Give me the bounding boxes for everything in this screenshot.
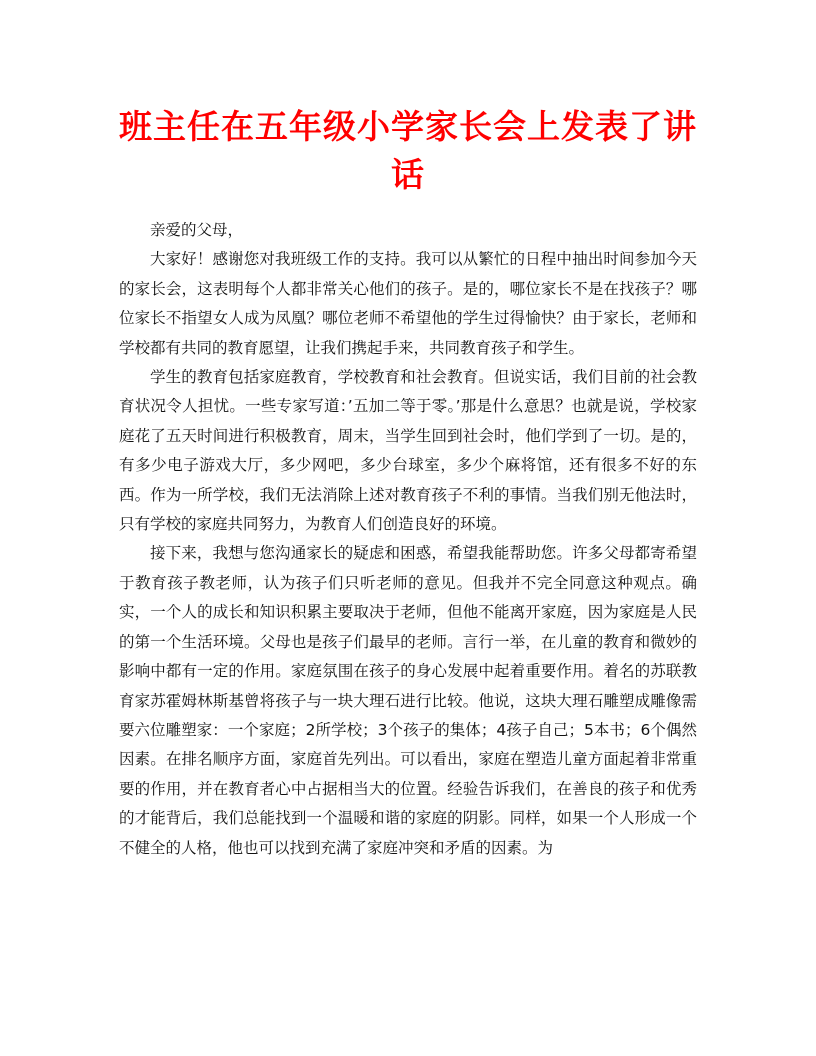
document-title: 班主任在五年级小学家长会上发表了讲话 (119, 107, 697, 194)
body-paragraph: 学生的教育包括家庭教育，学校教育和社会教育。但说实话，我们目前的社会教育状况令人担忧。一些专家写道：’五加二等于零。’那是什么意思？也就是说，学校家庭花了五天时间进行积极教育，周末，当学生回到社会时，他们学到了一切。是的，有多少电子游戏大厅，多少网吧，多少台球室，多少个麻将馆，还有很多不好的东西。作为一所学校，我们无法消除上述对教育孩子不利的事情。当我们别无他法时，只有学校的家庭共同努力，为教育人们创造良好的环境。 (119, 368, 697, 534)
body-paragraph: 大家好！感谢您对我班级工作的支持。我可以从繁忙的日程中抽出时间参加今天的家长会，这表明每个人都非常关心他们的孩子。是的，哪位家长不是在找孩子？哪位家长不指望女人成为凤凰？哪位老师不希望他的学生过得愉快？由于家长，老师和学校都有共同的教育愿望，让我们携起手来，共同教育孩子和学生。 (119, 250, 697, 357)
document-body (119, 216, 697, 863)
body-paragraph: 接下来，我想与您沟通家长的疑虑和困惑，希望我能帮助您。许多父母都寄希望于教育孩子教老师，认为孩子们只听老师的意见。但我并不完全同意这种观点。确实，一个人的成长和知识积累主要取决于老师，但他不能离开家庭，因为家庭是人民的第一个生活环境。父母也是孩子们最早的老师。言行一举，在儿童的教育和微妙的影响中都有一定的作用。家庭氛围在孩子的身心发展中起着重要作用。着名的苏联教育家苏霍姆林斯基曾将孩子与一块大理石进行比较。他说，这块大理石雕塑成雕像需要六位雕塑家：一个家庭；2所学校；3个孩子的集体；4孩子自己；5本书；6个偶然因素。在排名顺序方面，家庭首先列出。可以看出，家庭在塑造儿童方面起着非常重要的作用，并在教育者心中占据相当大的位置。经验告诉我们，在善良的孩子和优秀的才能背后，我们总能找到一个温暖和谐的家庭的阴影。同样，如果一个人形成一个不健全的人格，他也可以找到充满了家庭冲突和矛盾的因素。为 (119, 544, 697, 857)
salutation-paragraph: 亲爱的父母， (150, 221, 244, 239)
